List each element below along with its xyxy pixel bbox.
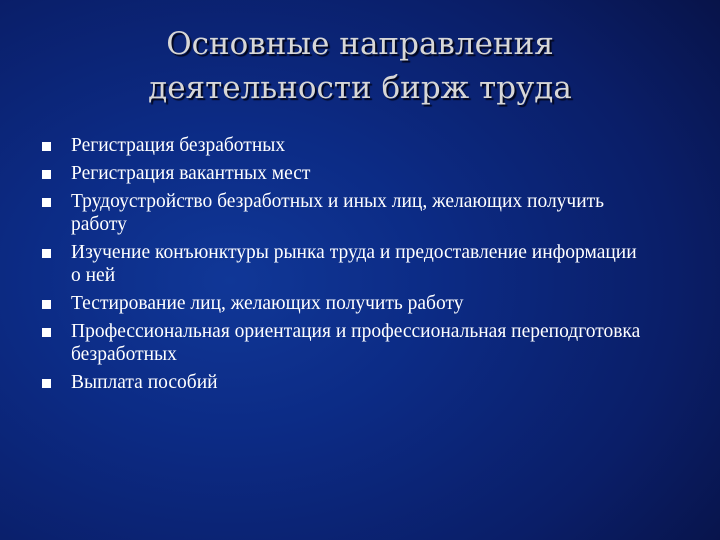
square-bullet-icon	[42, 142, 51, 151]
bullet-list	[42, 134, 642, 399]
list-item	[42, 320, 642, 366]
list-item	[42, 241, 642, 287]
square-bullet-icon	[42, 198, 51, 207]
bullet-text: Выплата пособий	[71, 372, 218, 393]
bullet-text: Тестирование лиц, желающих получить работу	[71, 293, 464, 314]
list-item	[42, 292, 642, 315]
list-item	[42, 162, 642, 185]
slide-title	[60, 22, 660, 110]
square-bullet-icon	[42, 170, 51, 179]
bullet-text: Регистрация безработных	[71, 135, 286, 156]
bullet-text: Трудоустройство безработных и иных лиц, желающих получить работу	[71, 191, 605, 235]
square-bullet-icon	[42, 300, 51, 309]
square-bullet-icon	[42, 328, 51, 337]
square-bullet-icon	[42, 249, 51, 258]
bullet-text: Профессиональная ориентация и профессиональная переподготовка безработных	[71, 321, 641, 365]
bullet-text: Изучение конъюнктуры рынка труда и предоставление информации о ней	[71, 242, 637, 286]
square-bullet-icon	[42, 379, 51, 388]
list-item	[42, 134, 642, 157]
list-item	[42, 371, 642, 394]
list-item	[42, 190, 642, 236]
title-line-2: деятельности бирж труда	[148, 70, 572, 106]
bullet-text: Регистрация вакантных мест	[71, 163, 311, 184]
title-line-1: Основные направления	[166, 26, 554, 62]
